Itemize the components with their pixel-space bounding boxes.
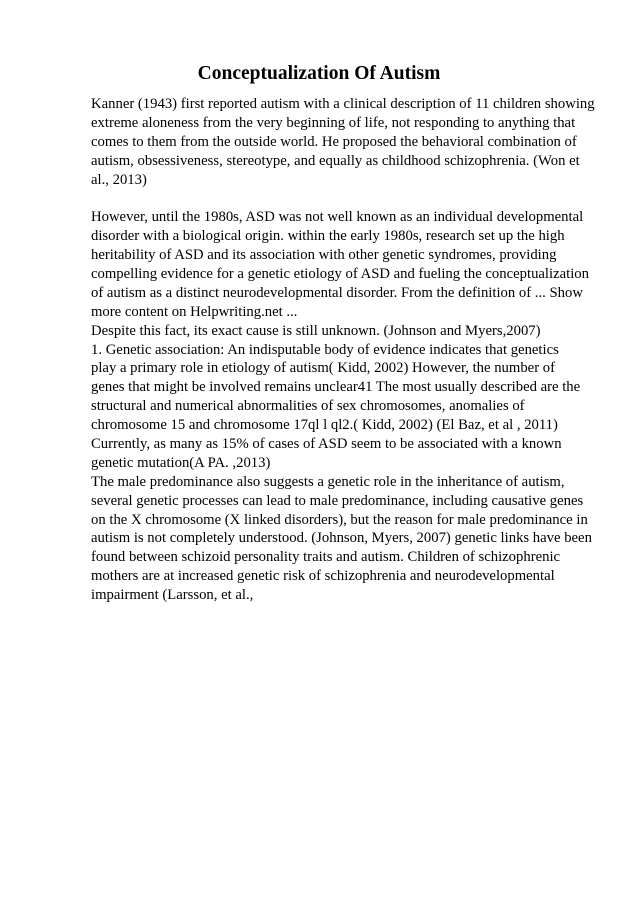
body-line: chromosome 15 and chromosome 17ql l ql2.( Kidd, 2002) (El Baz, et al , 2011) (91, 417, 558, 434)
body-line: of autism as a distinct neurodevelopmental disorder. From the definition of ... Show (91, 284, 583, 301)
body-line: impairment (Larsson, et al., (91, 587, 254, 604)
body-line: play a primary role in etiology of autism( Kidd, 2002) However, the number of (91, 360, 555, 377)
body-line: Currently, as many as 15% of cases of ASD seem to be associated with a known (91, 436, 562, 453)
document-title: Conceptualization Of Autism (197, 63, 441, 84)
body-line: comes to them from the outside world. He proposed the behavioral combination of (91, 133, 577, 150)
body-line: However, until the 1980s, ASD was not well known as an individual developmental (91, 209, 584, 226)
body-line: Kanner (1943) first reported autism with a clinical description of 11 children showing (91, 96, 595, 112)
body-line: compelling evidence for a genetic etiology of ASD and fueling the conceptualization (91, 266, 589, 283)
body-line: Despite this fact, its exact cause is still unknown. (Johnson and Myers,2007) (91, 322, 541, 339)
body-line: on the X chromosome (X linked disorders), but the reason for male predominance in (91, 511, 588, 528)
body-line: found between schizoid personality traits and autism. Children of schizophrenic (91, 549, 561, 566)
body-line: more content on Helpwriting.net ... (91, 303, 298, 320)
body-line: structural and numerical abnormalities of sex chromosomes, anomalies of (91, 398, 525, 415)
body-line: extreme aloneness from the very beginning of life, not responding to anything that (91, 114, 576, 131)
body-line: several genetic processes can lead to male predominance, including causative genes (91, 492, 584, 509)
body-line: The male predominance also suggests a genetic role in the inheritance of autism, (91, 473, 565, 490)
body-line: autism, obsessiveness, stereotype, and equally as childhood schizophrenia. (Won et (91, 152, 580, 169)
paragraph-spacer (91, 189, 601, 208)
document-body (91, 95, 601, 605)
body-line: autism is not completely understood. (Johnson, Myers, 2007) genetic links have been (91, 530, 592, 547)
body-line: mothers are at increased genetic risk of schizophrenia and neurodevelopmental (91, 568, 555, 585)
body-line: heritability of ASD and its association with other genetic syndromes, providing (91, 247, 557, 264)
body-line: disorder with a biological origin. within the early 1980s, research set up the high (91, 228, 565, 245)
body-line: al., 2013) (91, 171, 147, 188)
body-line: genes that might be involved remains unclear41 The most usually described are the (91, 379, 581, 396)
body-line: genetic mutation(A PA. ,2013) (91, 454, 271, 471)
body-line: 1. Genetic association: An indisputable body of evidence indicates that genetics (91, 341, 559, 358)
